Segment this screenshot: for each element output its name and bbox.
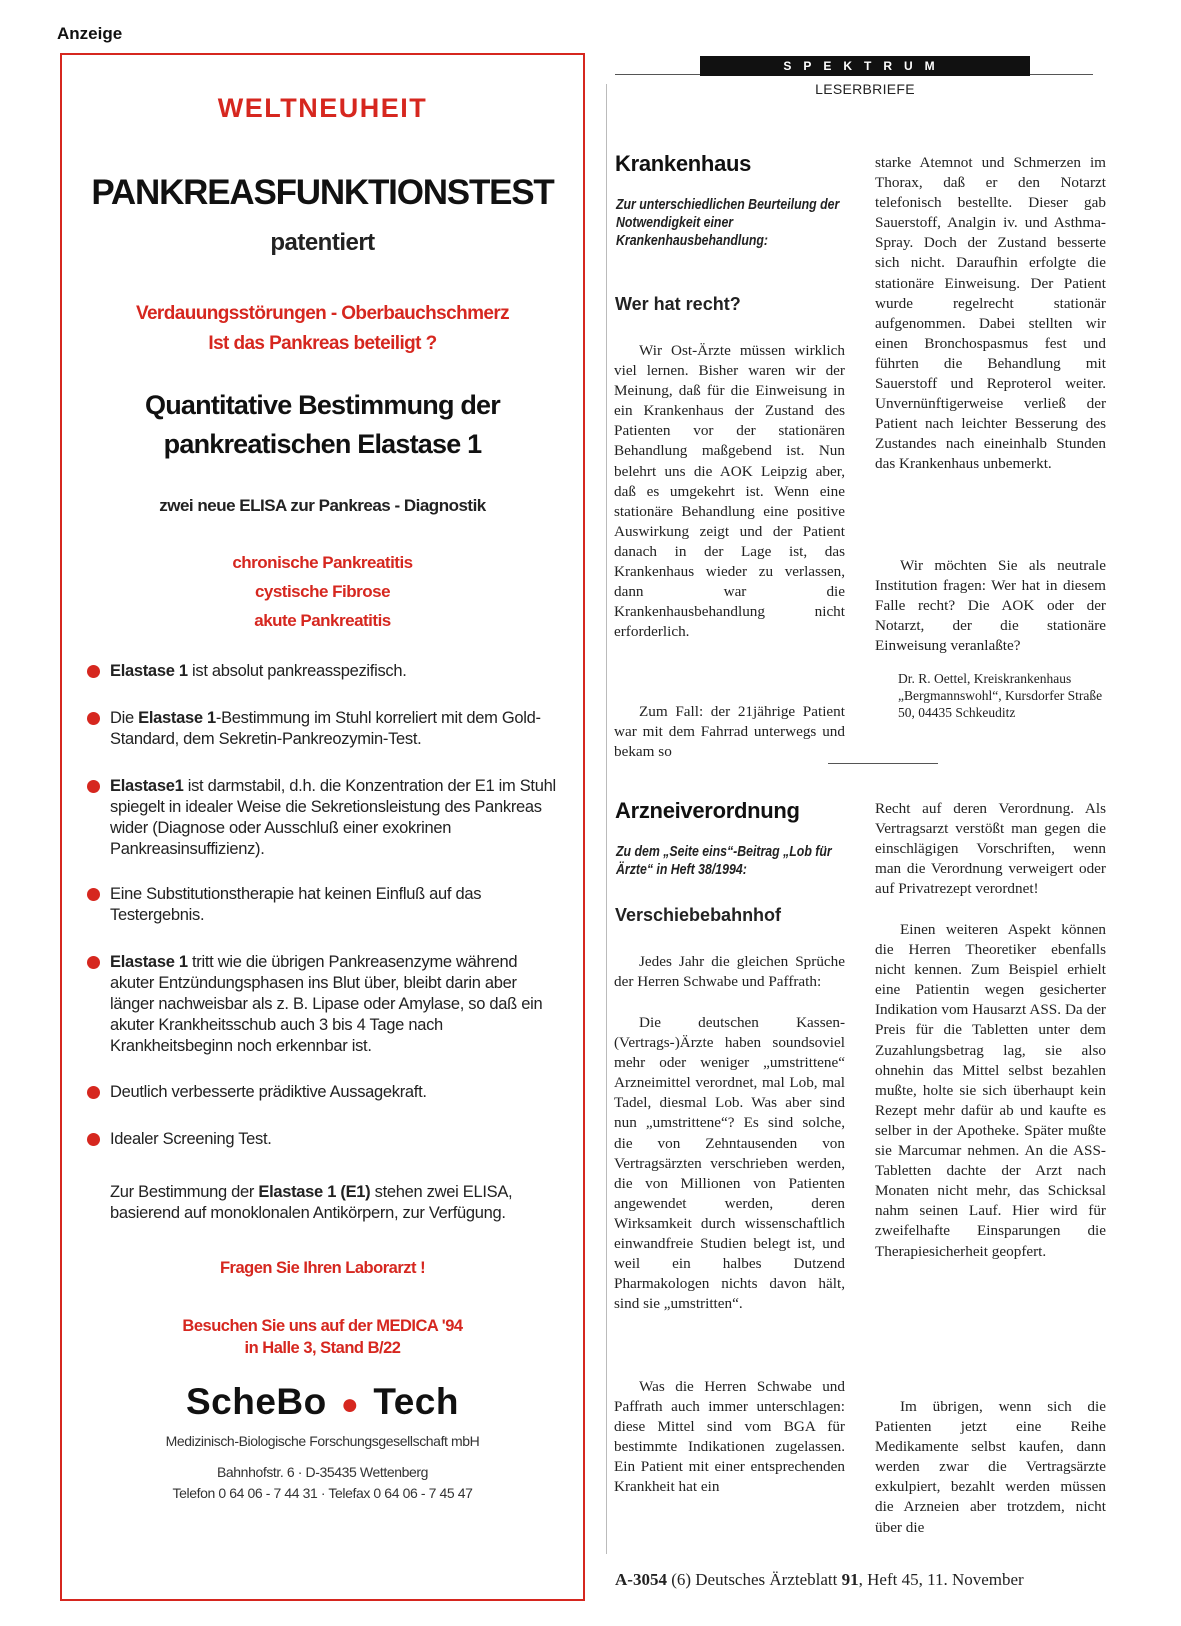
page-footer: A-3054 (6) Deutsches Ärzteblatt 91, Heft 45, 11. November <box>615 1570 1024 1589</box>
letter-1-paragraph: starke Atemnot und Schmerzen im Thorax, daß er den Notarzt telefonisch bestellte. Dieser gab Sauerstoff, Analgin iv. und Asthma-Spray. Doch der Zustand besserte sich nicht. Daraufhin erfolgte die stationäre Einweisung. Der Patient wurde regelrecht stationär aufgenommen. Dabei stellten wir einen Bronchospasmus fest und führten die Behandlung mit Sauerstoff und Reproterol weiter. Unvernünftigerweise verließ der Patient nach leichter Besserung des Zustandes nach eineinhalb Stunden das Krankenhaus unbemerkt. <box>875 154 1106 473</box>
letter-1-paragraph: Zum Fall: der 21jährige Patient war mit dem Fahrrad unterwegs und bekam so <box>614 703 845 761</box>
ad-bullet: Idealer Screening Test. <box>87 1129 557 1150</box>
page-number: A-3054 <box>615 1570 667 1589</box>
bullet-dot-icon <box>87 665 100 678</box>
letter-2-paragraph: Im übrigen, wenn sich die Patienten jetzt eine Reihe Medikamente selbst kaufen, dann werden zwar die Vertragsärzte exkulpiert, bezahlt werden müssen die Arzneien aber trotzdem, nicht über die <box>875 1398 1106 1536</box>
ad-bullet: Deutlich verbesserte prädiktive Aussagekraft. <box>87 1082 557 1103</box>
letter-1-intro: Zur unterschiedlichen Beurteilung der Notwendigkeit einer Krankenhausbehandlung: <box>616 197 840 249</box>
letter-2-paragraph: Die deutschen Kassen-(Vertrags-)Ärzte haben soundsoviel mehr oder weniger „umstrittene“ Arzneimittel verordnet, mal Lob, mal Tadel, diesmal Lob. Was aber sind nun „umstrittene“? Es sind solche, die von Zehntausenden von Vertragsärzten verschrieben werden, die von Millionen von Patienten angewendet werden, deren Wirksamkeit durch wissenschaftlich einwandfreie Studien belegt ist, und weil ein halbes Dutzend Pharmakologen nichts davon hält, sind sie „umstritten“. <box>614 1014 845 1313</box>
ad-elisa: zwei neue ELISA zur Pankreas - Diagnostik <box>159 496 486 515</box>
company-logo: ScheBo ● Tech <box>185 1381 459 1422</box>
ad-visit-2: in Halle 3, Stand B/22 <box>244 1339 401 1357</box>
ad-quant-line-2: pankreatischen Elastase 1 <box>163 429 482 459</box>
ad-quant-line-1: Quantitative Bestimmung der <box>145 390 500 420</box>
ad-label: Anzeige <box>57 24 123 43</box>
letter-1-heading: Krankenhaus <box>615 151 752 176</box>
letter-2-heading: Arzneiverordnung <box>615 798 800 823</box>
ad-closing: Zur Bestimmung der Elastase 1 (E1) stehen zwei ELISA, basierend auf monoklonalen Antikörpern, zur Verfügung. <box>110 1183 513 1222</box>
bullet-dot-icon <box>87 956 100 969</box>
ad-indication: cystische Fibrose <box>254 582 391 601</box>
column-divider <box>606 84 607 1554</box>
ad-bullet: Eine Substitutionstherapie hat keinen Einfluß auf das Testergebnis. <box>87 884 557 926</box>
ad-visit-1: Besuchen Sie uns auf der MEDICA '94 <box>182 1317 463 1335</box>
ad-question-2: Ist das Pankreas beteiligt ? <box>208 333 437 354</box>
letter-1-paragraph: Wir möchten Sie als neutrale Institution fragen: Wer hat in diesem Falle recht? Die AOK oder der Notarzt, der die stationäre Einweisung veranlaßte? <box>875 557 1106 655</box>
ad-indication: chronische Pankreatitis <box>232 553 413 572</box>
letter-1-subheading: Wer hat recht? <box>615 294 741 314</box>
advertisement <box>60 53 585 1601</box>
bullet-dot-icon <box>87 780 100 793</box>
letter-2-subheading: Verschiebebahnhof <box>615 905 782 925</box>
ad-phone: Telefon 0 64 06 - 7 44 31 · Telefax 0 64 06 - 7 45 47 <box>172 1485 473 1501</box>
ad-title: PANKREASFUNKTIONSTEST <box>91 173 554 212</box>
letter-1-paragraph: Wir Ost-Ärzte müssen wirklich viel lernen. Bisher waren wir der Meinung, daß für die Einweisung in ein Krankenhaus der Zustand des Patienten vor der stationären Behandlung maßgebend ist. Nun belehrt uns die AOK Leipzig aber, daß es umgekehrt ist. Wenn eine stationäre Behandlung eine positive Auswirkung zeigt und der Patient danach in der Lage ist, das Krankenhaus wieder zu verlassen, dann war die Krankenhausbehandlung nicht erforderlich. <box>614 342 845 641</box>
ad-bullet: Elastase1 ist darmstabil, d.h. die Konzentration der E1 im Stuhl spiegelt in idealer Weise die Sekretionsleistung des Pankreas wider (Diagnose oder Ausschluß einer exokrinen Pankreasinsuffizienz). <box>87 776 557 860</box>
ad-headline: WELTNEUHEIT <box>217 93 428 123</box>
letter-2-paragraph: Einen weiteren Aspekt können die Herren Theoretiker ebenfalls nicht kennen. Zum Beispiel erhielt eine Patientin wegen gesicherter Indikation vom Hausarzt ASS. Da der Preis für die Tabletten unter dem Zuzahlungsbetrag lag, sie also ohnehin das Mittel selbst bezahlen mußte, holte sie sich überhaupt kein Rezept mehr dafür ab und kaufte es selber in der Apotheke. Später mußte sie Marcumar nehmen. An die ASS-Tabletten dachte der Arzt nach Monaten nicht mehr, das Schicksal nahm seinen Lauf. Hier wird für zweifelhafte Einsparungen die Therapiesicherheit geopfert. <box>875 921 1106 1260</box>
bullet-dot-icon <box>87 712 100 725</box>
ad-subtitle: patentiert <box>270 229 375 256</box>
ad-ask: Fragen Sie Ihren Laborarzt ! <box>219 1259 426 1277</box>
ad-indication: akute Pankreatitis <box>254 611 391 630</box>
ad-bullet: Elastase 1 ist absolut pankreasspezifisch. <box>87 661 557 682</box>
logo-dot-icon: ● <box>340 1388 360 1421</box>
ad-bullet: Elastase 1 tritt wie die übrigen Pankreasenzyme während akuter Entzündungsphasen ins Blut über, bleibt darin aber länger nachweisbar als z. B. Lipase oder Amylase, so daß ein akuter Krankheitsschub auch 3 bis 4 Tage nach Krankheitsbeginn noch erkennbar ist. <box>87 952 557 1057</box>
letter-2-paragraph: Jedes Jahr die gleichen Sprüche der Herren Schwabe und Paffrath: <box>614 953 845 991</box>
letter-1-signature: Dr. R. Oettel, Kreiskrankenhaus „Bergmannswohl“, Kursdorfer Straße 50, 04435 Schkeuditz <box>898 671 1103 720</box>
letter-2-intro: Zu dem „Seite eins“-Beitrag „Lob für Ärzte“ in Heft 38/1994: <box>616 844 832 878</box>
bullet-dot-icon <box>87 1086 100 1099</box>
bullet-dot-icon <box>87 888 100 901</box>
ad-question-1: Verdauungsstörungen - Oberbauchschmerz <box>135 303 510 324</box>
bullet-dot-icon <box>87 1133 100 1146</box>
section-label: SPEKTRUM <box>700 56 1030 76</box>
letter-2-paragraph: Was die Herren Schwabe und Paffrath auch immer unterschlagen: diese Mittel sind vom BGA für bestimmte Indikationen zugelassen. Ein Patient mit einer entsprechenden Krankheit hat ein <box>614 1378 845 1496</box>
ad-bullet: Die Elastase 1-Bestimmung im Stuhl korreliert mit dem Gold-Standard, dem Sekretin-Pankreozymin-Test. <box>87 708 557 750</box>
subsection-label: LESERBRIEFE <box>815 81 915 97</box>
ad-address: Bahnhofstr. 6 · D-35435 Wettenberg <box>216 1464 429 1480</box>
ad-company: Medizinisch-Biologische Forschungsgesellschaft mbH <box>165 1433 480 1449</box>
letter-divider <box>828 763 938 764</box>
letter-2-paragraph: Recht auf deren Verordnung. Als Vertragsarzt verstößt man gegen die einschlägigen Vorschriften, wenn man die Verordnung verweigert oder auf Privatrezept verordnet! <box>875 800 1106 898</box>
